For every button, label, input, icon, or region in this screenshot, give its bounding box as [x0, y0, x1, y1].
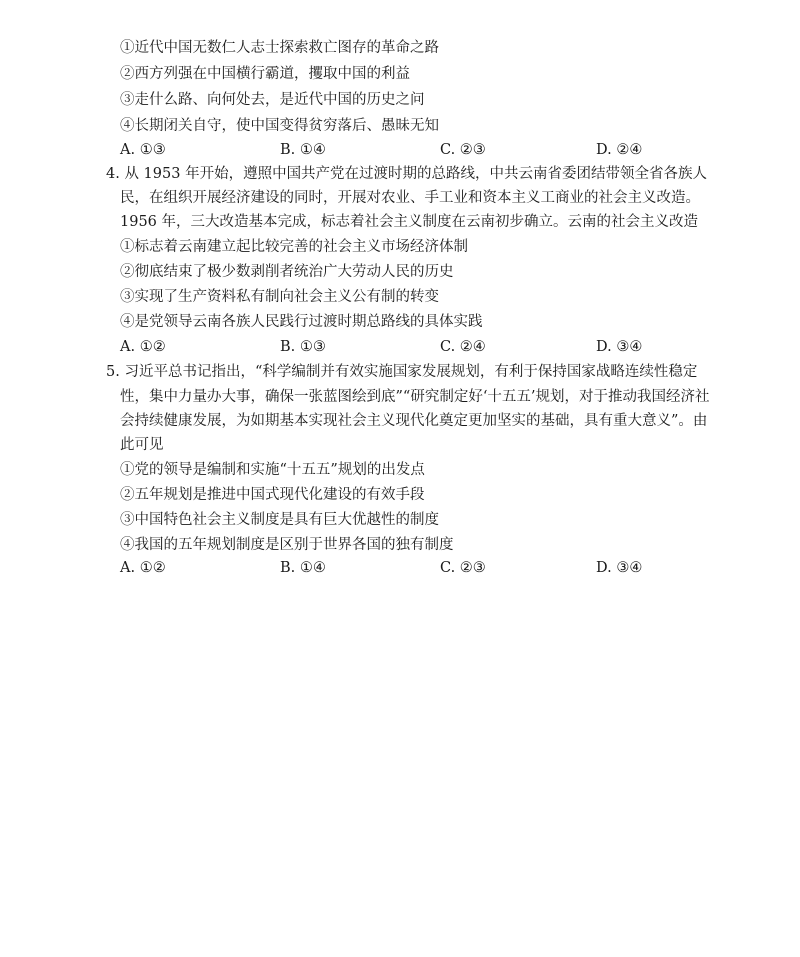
q3-choice-d: D. ②④: [596, 142, 643, 158]
q4-choice-c: C. ②④: [440, 339, 486, 355]
q3-choice-c: C. ②③: [440, 142, 486, 158]
q3-option-3: ③走什么路、向何处去，是近代中国的历史之问: [120, 92, 425, 108]
q3-choice-a: A. ①③: [120, 142, 166, 158]
q4-choice-a: A. ①②: [120, 339, 166, 355]
q3-option-4: ④长期闭关自守，使中国变得贫穷落后、愚昧无知: [120, 118, 439, 134]
q5-option-2: ②五年规划是推进中国式现代化建设的有效手段: [120, 487, 425, 503]
q4-choice-d: D. ③④: [596, 339, 643, 355]
q5-option-4: ④我国的五年规划制度是区别于世界各国的独有制度: [120, 537, 454, 553]
q5-choice-a: A. ①②: [120, 560, 166, 576]
q4-option-2: ②彻底结束了极少数剥削者统治广大劳动人民的历史: [120, 264, 454, 280]
q3-option-1: ①近代中国无数仁人志士探索救亡图存的革命之路: [120, 40, 439, 56]
q5-stem-line-1: 5. 习近平总书记指出，“科学编制并有效实施国家发展规划，有利于保持国家战略连续性稳定: [106, 364, 698, 380]
q5-choice-c: C. ②③: [440, 560, 486, 576]
q4-option-4: ④是党领导云南各族人民践行过渡时期总路线的具体实践: [120, 314, 483, 330]
q5-answer-choices: [120, 558, 680, 578]
q4-choice-b: B. ①③: [280, 339, 326, 355]
q4-option-3: ③实现了生产资料私有制向社会主义公有制的转变: [120, 289, 439, 305]
q3-answer-choices: [120, 140, 680, 160]
q5-stem-line-4: 此可见: [120, 437, 164, 453]
q5-choice-b: B. ①④: [280, 560, 326, 576]
q4-stem-line-3: 1956 年，三大改造基本完成，标志着社会主义制度在云南初步确立。云南的社会主义改造: [120, 214, 699, 230]
q3-option-2: ②西方列强在中国横行霸道，攫取中国的利益: [120, 66, 410, 82]
q4-stem-line-1: 4. 从 1953 年开始，遵照中国共产党在过渡时期的总路线，中共云南省委团结带领全省各族人: [106, 166, 708, 182]
q5-stem-line-3: 会持续健康发展，为如期基本实现社会主义现代化奠定更加坚实的基础，具有重大意义”。由: [120, 413, 708, 429]
q4-option-1: ①标志着云南建立起比较完善的社会主义市场经济体制: [120, 239, 468, 255]
q4-stem-line-2: 民，在组织开展经济建设的同时，开展对农业、手工业和资本主义工商业的社会主义改造。: [120, 190, 700, 206]
q4-answer-choices: [120, 337, 680, 357]
q5-choice-d: D. ③④: [596, 560, 643, 576]
q5-stem-line-2: 性，集中力量办大事，确保一张蓝图绘到底”“研究制定好‘十五五’规划，对于推动我国经济社: [120, 389, 710, 405]
q3-choice-b: B. ①④: [280, 142, 326, 158]
q5-option-1: ①党的领导是编制和实施“十五五”规划的出发点: [120, 462, 425, 478]
q5-option-3: ③中国特色社会主义制度是具有巨大优越性的制度: [120, 512, 439, 528]
